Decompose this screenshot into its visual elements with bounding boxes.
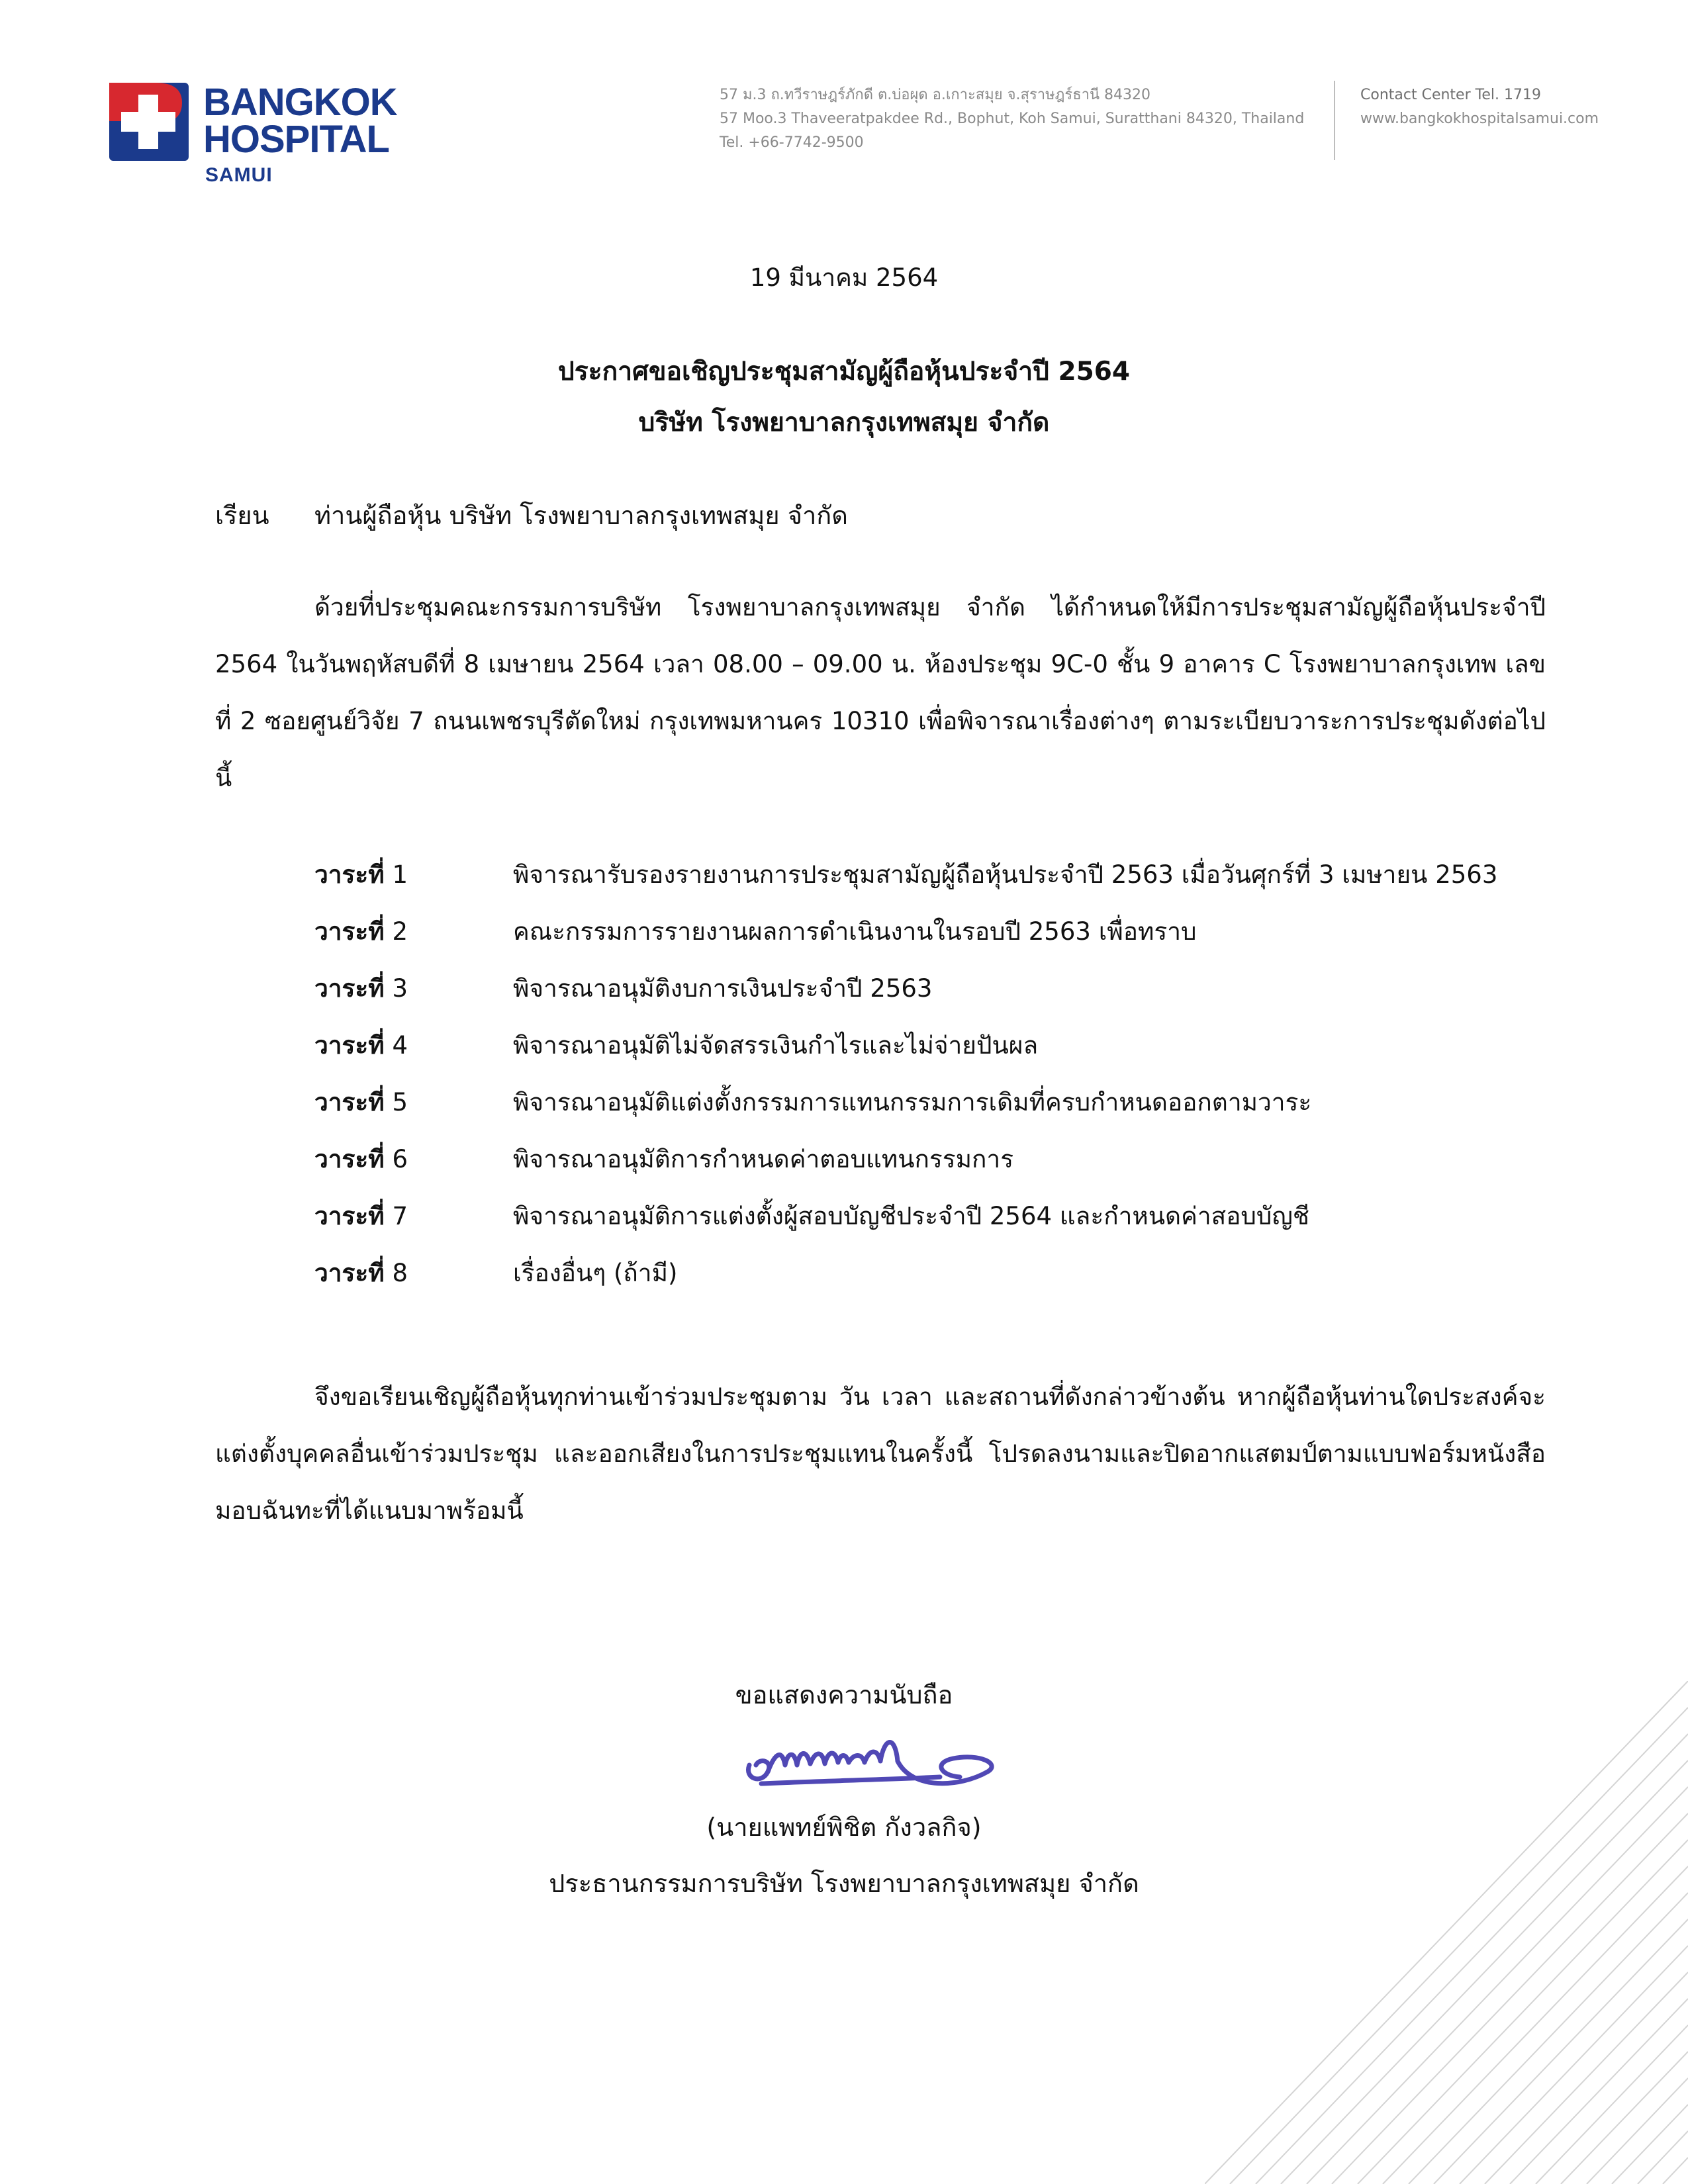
agenda-number: วาระที่ 1	[314, 860, 408, 889]
agenda-text: คณะกรรมการรายงานผลการดำเนินงานในรอบปี 2563 เพื่อทราบ	[513, 917, 1197, 946]
diagonal-line-pattern-icon	[1205, 1681, 1688, 2184]
closing-paragraph: จึงขอเรียนเชิญผู้ถือหุ้นทุกท่านเข้าร่วมประชุมตาม วัน เวลา และสถานที่ดังกล่าวข้างต้น หากผู้ถือหุ้นท่านใดประสงค์จะแต่งตั้งบุคคลอื่นเข้าร่วมประชุม และออกเสียงในการประชุมแทนในครั้งนี้ โปรดลงนามและปิดอากแสตมป์ตามแบบฟอร์มหนังสือมอบฉันทะที่ได้แนบมาพร้อมนี้	[215, 1383, 1546, 1525]
agenda-item	[314, 1190, 1572, 1247]
agenda-number: วาระที่ 7	[314, 1202, 408, 1230]
agenda-item	[314, 1247, 1572, 1304]
contact-center-phone: Contact Center Tel. 1719	[1360, 87, 1541, 103]
agenda-text: พิจารณาอนุมัติการแต่งตั้งผู้สอบบัญชีประจำปี 2564 และกำหนดค่าสอบบัญชี	[513, 1202, 1310, 1230]
address-english: 57 Moo.3 Thaveeratpakdee Rd., Bophut, Koh Samui, Suratthani 84320, Thailand	[720, 111, 1305, 127]
letter-company-title: บริษัท โรงพยาบาลกรุงเทพสมุย จำกัด	[638, 408, 1050, 437]
signer-title: ประธานกรรมการบริษัท โรงพยาบาลกรุงเทพสมุย จำกัด	[549, 1869, 1139, 1898]
agenda-item	[314, 848, 1572, 905]
agenda-item	[314, 905, 1572, 962]
agenda-text: เรื่องอื่นๆ (ถ้ามี)	[513, 1259, 678, 1287]
agenda-number: วาระที่ 2	[314, 917, 408, 946]
intro-paragraph: ด้วยที่ประชุมคณะกรรมการบริษัท โรงพยาบาลกรุงเทพสมุย จำกัด ได้กำหนดให้มีการประชุมสามัญผู้ถือหุ้นประจำปี 2564 ในวันพฤหัสบดีที่ 8 เมษายน 2564 เวลา 08.00 – 09.00 น. ห้องประชุม 9C-0 ชั้น 9 อาคาร C โรงพยาบาลกรุงเทพ เลขที่ 2 ซอยศูนย์วิจัย 7 ถนนเพชรบุรีตัดใหม่ กรุงเทพมหานคร 10310 เพื่อพิจารณาเรื่องต่างๆ ตามระเบียบวาระการประชุมดังต่อไปนี้	[215, 593, 1546, 792]
logo-text-samui: SAMUI	[205, 164, 273, 186]
hospital-address	[720, 83, 1329, 155]
signature-image	[741, 1724, 1000, 1797]
agenda-text: พิจารณารับรองรายงานการประชุมสามัญผู้ถือหุ้นประจำปี 2563 เมื่อวันศุกร์ที่ 3 เมษายน 2563	[513, 860, 1498, 889]
agenda-item	[314, 1133, 1572, 1190]
agenda-list	[314, 848, 1572, 1304]
agenda-text: พิจารณาอนุมัติแต่งตั้งกรรมการแทนกรรมการเดิมที่ครบกำหนดออกตามวาระ	[513, 1088, 1312, 1116]
agenda-item	[314, 962, 1572, 1019]
salutation	[215, 495, 848, 535]
agenda-number: วาระที่ 8	[314, 1259, 408, 1287]
agenda-text: พิจารณาอนุมัติงบการเงินประจำปี 2563	[513, 974, 933, 1003]
signer-name: (นายแพทย์พิชิต กังวลกิจ)	[706, 1813, 982, 1842]
website-link[interactable]: www.bangkokhospitalsamui.com	[1360, 111, 1599, 127]
agenda-item	[314, 1019, 1572, 1076]
sign-off: ขอแสดงความนับถือ	[735, 1680, 953, 1709]
agenda-item	[314, 1076, 1572, 1133]
header-divider	[1334, 81, 1335, 160]
salutation-recipient: ท่านผู้ถือหุ้น บริษัท โรงพยาบาลกรุงเทพสมุย จำกัด	[314, 501, 848, 530]
agenda-text: พิจารณาอนุมัติการกำหนดค่าตอบแทนกรรมการ	[513, 1145, 1014, 1173]
logo-text-bangkok: BANGKOK	[203, 81, 397, 124]
agenda-number: วาระที่ 6	[314, 1145, 408, 1173]
address-thai: 57 ม.3 ถ.ทวีราษฎร์ภักดี ต.บ่อผุด อ.เกาะสมุย จ.สุราษฎร์ธานี 84320	[720, 87, 1151, 103]
address-phone: Tel. +66-7742-9500	[720, 134, 864, 151]
contact-info	[1360, 83, 1599, 131]
salutation-label: เรียน	[215, 501, 269, 530]
hospital-logo-icon	[109, 83, 189, 161]
agenda-number: วาระที่ 5	[314, 1088, 408, 1116]
agenda-number: วาระที่ 4	[314, 1031, 408, 1060]
logo-text-hospital: HOSPITAL	[203, 118, 389, 161]
hospital-logo	[109, 79, 453, 192]
letter-date: 19 มีนาคม 2564	[749, 263, 939, 292]
letter-title: ประกาศขอเชิญประชุมสามัญผู้ถือหุ้นประจำปี 2564	[557, 357, 1131, 387]
agenda-text: พิจารณาอนุมัติไม่จัดสรรเงินกำไรและไม่จ่ายปันผล	[513, 1031, 1039, 1060]
agenda-number: วาระที่ 3	[314, 974, 408, 1003]
